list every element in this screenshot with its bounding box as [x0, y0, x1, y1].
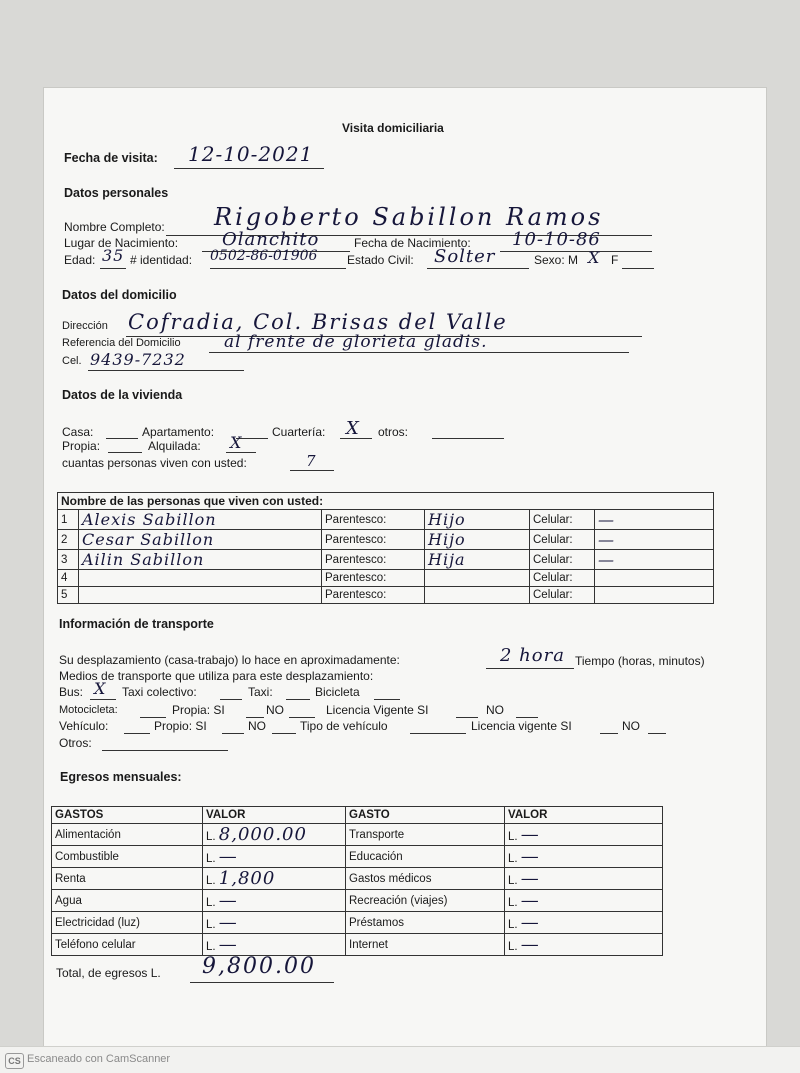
birthplace-value: Olanchito — [222, 229, 320, 250]
bus-mark: X — [94, 679, 107, 698]
person-relation: Hijo — [425, 530, 530, 550]
visit-date-label: Fecha de visita: — [64, 151, 158, 165]
person-cel — [595, 570, 714, 587]
people-heading: Nombre de las personas que viven con usted: — [58, 493, 714, 510]
reference-label: Referencia del Domicilio — [62, 337, 181, 349]
expenses-heading: Egresos mensuales: — [60, 770, 182, 784]
address-value: Cofradia, Col. Brisas del Valle — [128, 310, 508, 334]
expense-value: — — [218, 846, 238, 867]
table-row: 4 Parentesco: Celular: — [58, 570, 714, 587]
licencia2-label: Licencia vigente SI — [471, 719, 572, 733]
expense-value: — — [520, 890, 540, 911]
table-row: 3 Ailin Sabillon Parentesco: Hija Celular: — — [58, 550, 714, 570]
col-valor: VALOR — [203, 807, 346, 824]
person-relation — [425, 587, 530, 604]
moto-no-label: NO — [266, 703, 284, 717]
table-row: Electricidad (luz) L. — Préstamos L. — — [52, 912, 663, 934]
domicile-heading: Datos del domicilio — [62, 288, 177, 302]
housing-heading: Datos de la vivienda — [62, 388, 183, 402]
licencia-no-label: NO — [486, 703, 504, 717]
civil-label: Estado Civil: — [347, 253, 414, 267]
civil-value: Solter — [434, 246, 496, 267]
cuarteria-mark: X — [346, 418, 360, 439]
person-cel — [595, 587, 714, 604]
reference-value: al frente de glorieta gladis. — [224, 332, 488, 352]
casa-label: Casa: — [62, 425, 94, 439]
expense-value: — — [520, 846, 540, 867]
bus-label: Bus: — [59, 685, 84, 699]
col-gasto: GASTO — [346, 807, 505, 824]
commute-value: 2 hora — [500, 645, 565, 666]
sex-label: Sexo: M — [534, 253, 579, 267]
count-value: 7 — [306, 452, 317, 470]
table-row: 5 Parentesco: Celular: — [58, 587, 714, 604]
birthdate-value: 10-10-86 — [512, 229, 601, 250]
table-row: Agua L. — Recreación (viajes) L. — — [52, 890, 663, 912]
cel-label: Cel. — [62, 355, 82, 367]
expense-value: — — [520, 868, 540, 889]
commute-label: Su desplazamiento (casa-trabajo) lo hace en aproximadamente: — [59, 653, 400, 667]
cel-value: 9439-7232 — [90, 350, 186, 369]
transport-otros-label: Otros: — [59, 736, 92, 750]
alquilada-label: Alquilada: — [148, 439, 201, 453]
bici-label: Bicicleta — [315, 685, 360, 699]
medios-label: Medios de transporte que utiliza para este desplazamiento: — [59, 669, 374, 683]
table-row: Alimentación L. 8,000.00 Transporte L. — — [52, 824, 663, 846]
moto-propia-label: Propia: SI — [172, 703, 225, 717]
alquilada-mark: X — [230, 433, 243, 452]
expense-value: — — [218, 890, 238, 911]
taxi-colectivo-label: Taxi colectivo: — [122, 685, 197, 699]
scanner-footer — [0, 1046, 800, 1073]
col-gastos: GASTOS — [52, 807, 203, 824]
person-cel: — — [595, 550, 714, 570]
form-title: Visita domiciliaria — [342, 121, 444, 135]
expenses-table — [51, 806, 663, 956]
person-cel: — — [595, 530, 714, 550]
person-name: Ailin Sabillon — [79, 550, 322, 570]
person-relation — [425, 570, 530, 587]
name-label: Nombre Completo: — [64, 220, 165, 234]
age-value: 35 — [102, 246, 125, 265]
form-page — [44, 88, 766, 1048]
birthdate-label: Fecha de Nacimiento: — [354, 236, 471, 250]
expense-value: 8,000.00 — [218, 824, 307, 845]
id-value: 0502-86-01906 — [210, 248, 318, 264]
otros-label: otros: — [378, 425, 409, 439]
person-cel: — — [595, 510, 714, 530]
sex-f-label: F — [611, 253, 619, 267]
expense-value: — — [520, 824, 540, 845]
total-value: 9,800.00 — [202, 954, 316, 979]
sex-mark: X — [588, 248, 601, 267]
table-row: 1 Alexis Sabillon Parentesco: Hijo Celular: — — [58, 510, 714, 530]
cuarteria-label: Cuartería: — [272, 425, 326, 439]
person-relation: Hija — [425, 550, 530, 570]
table-row: 2 Cesar Sabillon Parentesco: Hijo Celular: — — [58, 530, 714, 550]
person-name: Alexis Sabillon — [79, 510, 322, 530]
age-label: Edad: — [64, 253, 96, 267]
address-label: Dirección — [62, 320, 108, 332]
apto-label: Apartamento: — [142, 425, 215, 439]
person-relation: Hijo — [425, 510, 530, 530]
expense-value: — — [520, 912, 540, 933]
expense-value: — — [218, 934, 238, 955]
people-table — [57, 492, 714, 604]
id-label: # identidad: — [130, 253, 193, 267]
vehiculo-no-label: NO — [248, 719, 266, 733]
expense-value: — — [218, 912, 238, 933]
tipo-label: Tipo de vehículo — [300, 719, 388, 733]
propia-label: Propia: — [62, 439, 101, 453]
transport-heading: Información de transporte — [59, 617, 214, 631]
camscanner-logo-icon: CS — [5, 1053, 24, 1069]
total-label: Total, de egresos L. — [56, 966, 161, 980]
taxi-label: Taxi: — [248, 685, 273, 699]
col-valor2: VALOR — [505, 807, 663, 824]
name-value: Rigoberto Sabillon Ramos — [214, 203, 604, 231]
visit-date-value: 12-10-2021 — [188, 142, 314, 166]
personal-heading: Datos personales — [64, 186, 169, 200]
commute-suffix: Tiempo (horas, minutos) — [575, 654, 705, 668]
person-name — [79, 587, 322, 604]
person-name: Cesar Sabillon — [79, 530, 322, 550]
person-name — [79, 570, 322, 587]
expense-value: — — [520, 934, 540, 955]
licencia2-no-label: NO — [622, 719, 640, 733]
vehiculo-label: Vehículo: — [59, 719, 109, 733]
table-row: Teléfono celular L. — Internet L. — — [52, 934, 663, 956]
count-label: cuantas personas viven con usted: — [62, 456, 247, 470]
moto-label: Motocicleta: — [59, 704, 118, 716]
scanner-footer-text: Escaneado con CamScanner — [27, 1053, 171, 1065]
table-row: Combustible L. — Educación L. — — [52, 846, 663, 868]
vehiculo-propio-label: Propio: SI — [154, 719, 207, 733]
table-row: Renta L. 1,800 Gastos médicos L. — — [52, 868, 663, 890]
birthplace-label: Lugar de Nacimiento: — [64, 236, 179, 250]
licencia-label: Licencia Vigente SI — [326, 703, 429, 717]
expense-value: 1,800 — [218, 868, 276, 889]
